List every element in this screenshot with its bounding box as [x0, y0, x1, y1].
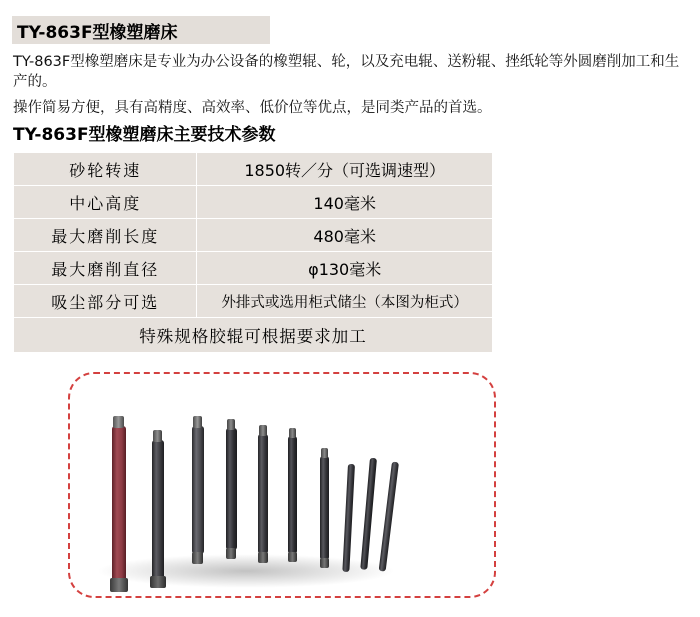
roller-red-cap-top — [113, 416, 124, 428]
roller-black-4-cap-top — [321, 448, 328, 458]
intro-paragraph-1: TY-863F型橡塑磨床是专业为办公设备的橡塑辊、轮，以及充电辊、送粉辊、挫纸轮等外圆磨削加工和生产的。 — [13, 54, 680, 90]
roller-black-2-cap-bottom — [258, 552, 268, 563]
roller-red-cap-bottom — [110, 578, 128, 592]
roller-dark-gray-1 — [152, 440, 164, 580]
table-row — [14, 186, 493, 219]
page-title: TY-863F型橡塑磨床 — [17, 22, 178, 43]
spec-value: 外排式或选用柜式储尘（本图为柜式） — [197, 285, 493, 318]
page-title-bar — [12, 16, 270, 44]
spec-value: φ130毫米 — [197, 252, 493, 285]
table-row — [14, 285, 493, 318]
roller-black-1-cap-top — [227, 419, 235, 430]
roller-black-1-cap-bottom — [226, 548, 236, 559]
roller-black-2-cap-top — [259, 425, 267, 436]
spec-value: 480毫米 — [197, 219, 493, 252]
photo-shadow — [96, 554, 396, 588]
table-row — [14, 252, 493, 285]
spec-label: 砂轮转速 — [14, 153, 197, 186]
spec-label: 吸尘部分可选 — [14, 285, 197, 318]
roller-black-3-cap-bottom — [288, 552, 297, 562]
roller-black-2 — [258, 434, 268, 554]
spec-note: 特殊规格胶辊可根据要求加工 — [14, 318, 493, 353]
intro-paragraphs — [13, 52, 693, 124]
roller-red — [112, 426, 126, 582]
roller-dark-gray-1-cap-top — [153, 430, 162, 442]
table-row-note — [14, 318, 493, 353]
roller-black-3 — [288, 436, 297, 554]
roller-dark-gray-2 — [192, 426, 204, 554]
spec-value: 140毫米 — [197, 186, 493, 219]
intro-paragraph-2: 操作简易方便，具有高精度、高效率、低价位等优点，是同类产品的首选。 — [13, 100, 492, 116]
spec-table — [13, 152, 493, 353]
spec-label: 最大磨削直径 — [14, 252, 197, 285]
table-row — [14, 219, 493, 252]
spec-label: 中心高度 — [14, 186, 197, 219]
product-photo — [68, 372, 498, 600]
roller-black-1 — [226, 428, 237, 550]
spec-label: 最大磨削长度 — [14, 219, 197, 252]
roller-dark-gray-2-cap-bottom — [192, 552, 203, 564]
roller-black-4-cap-bottom — [320, 558, 329, 568]
roller-black-3-cap-top — [289, 428, 296, 438]
roller-black-4 — [320, 456, 329, 560]
table-row — [14, 153, 493, 186]
roller-dark-gray-1-cap-bottom — [150, 576, 166, 588]
roller-dark-gray-2-cap-top — [193, 416, 202, 428]
spec-value: 1850转／分（可选调速型） — [197, 153, 493, 186]
section-heading: TY-863F型橡塑磨床主要技术参数 — [13, 125, 276, 145]
